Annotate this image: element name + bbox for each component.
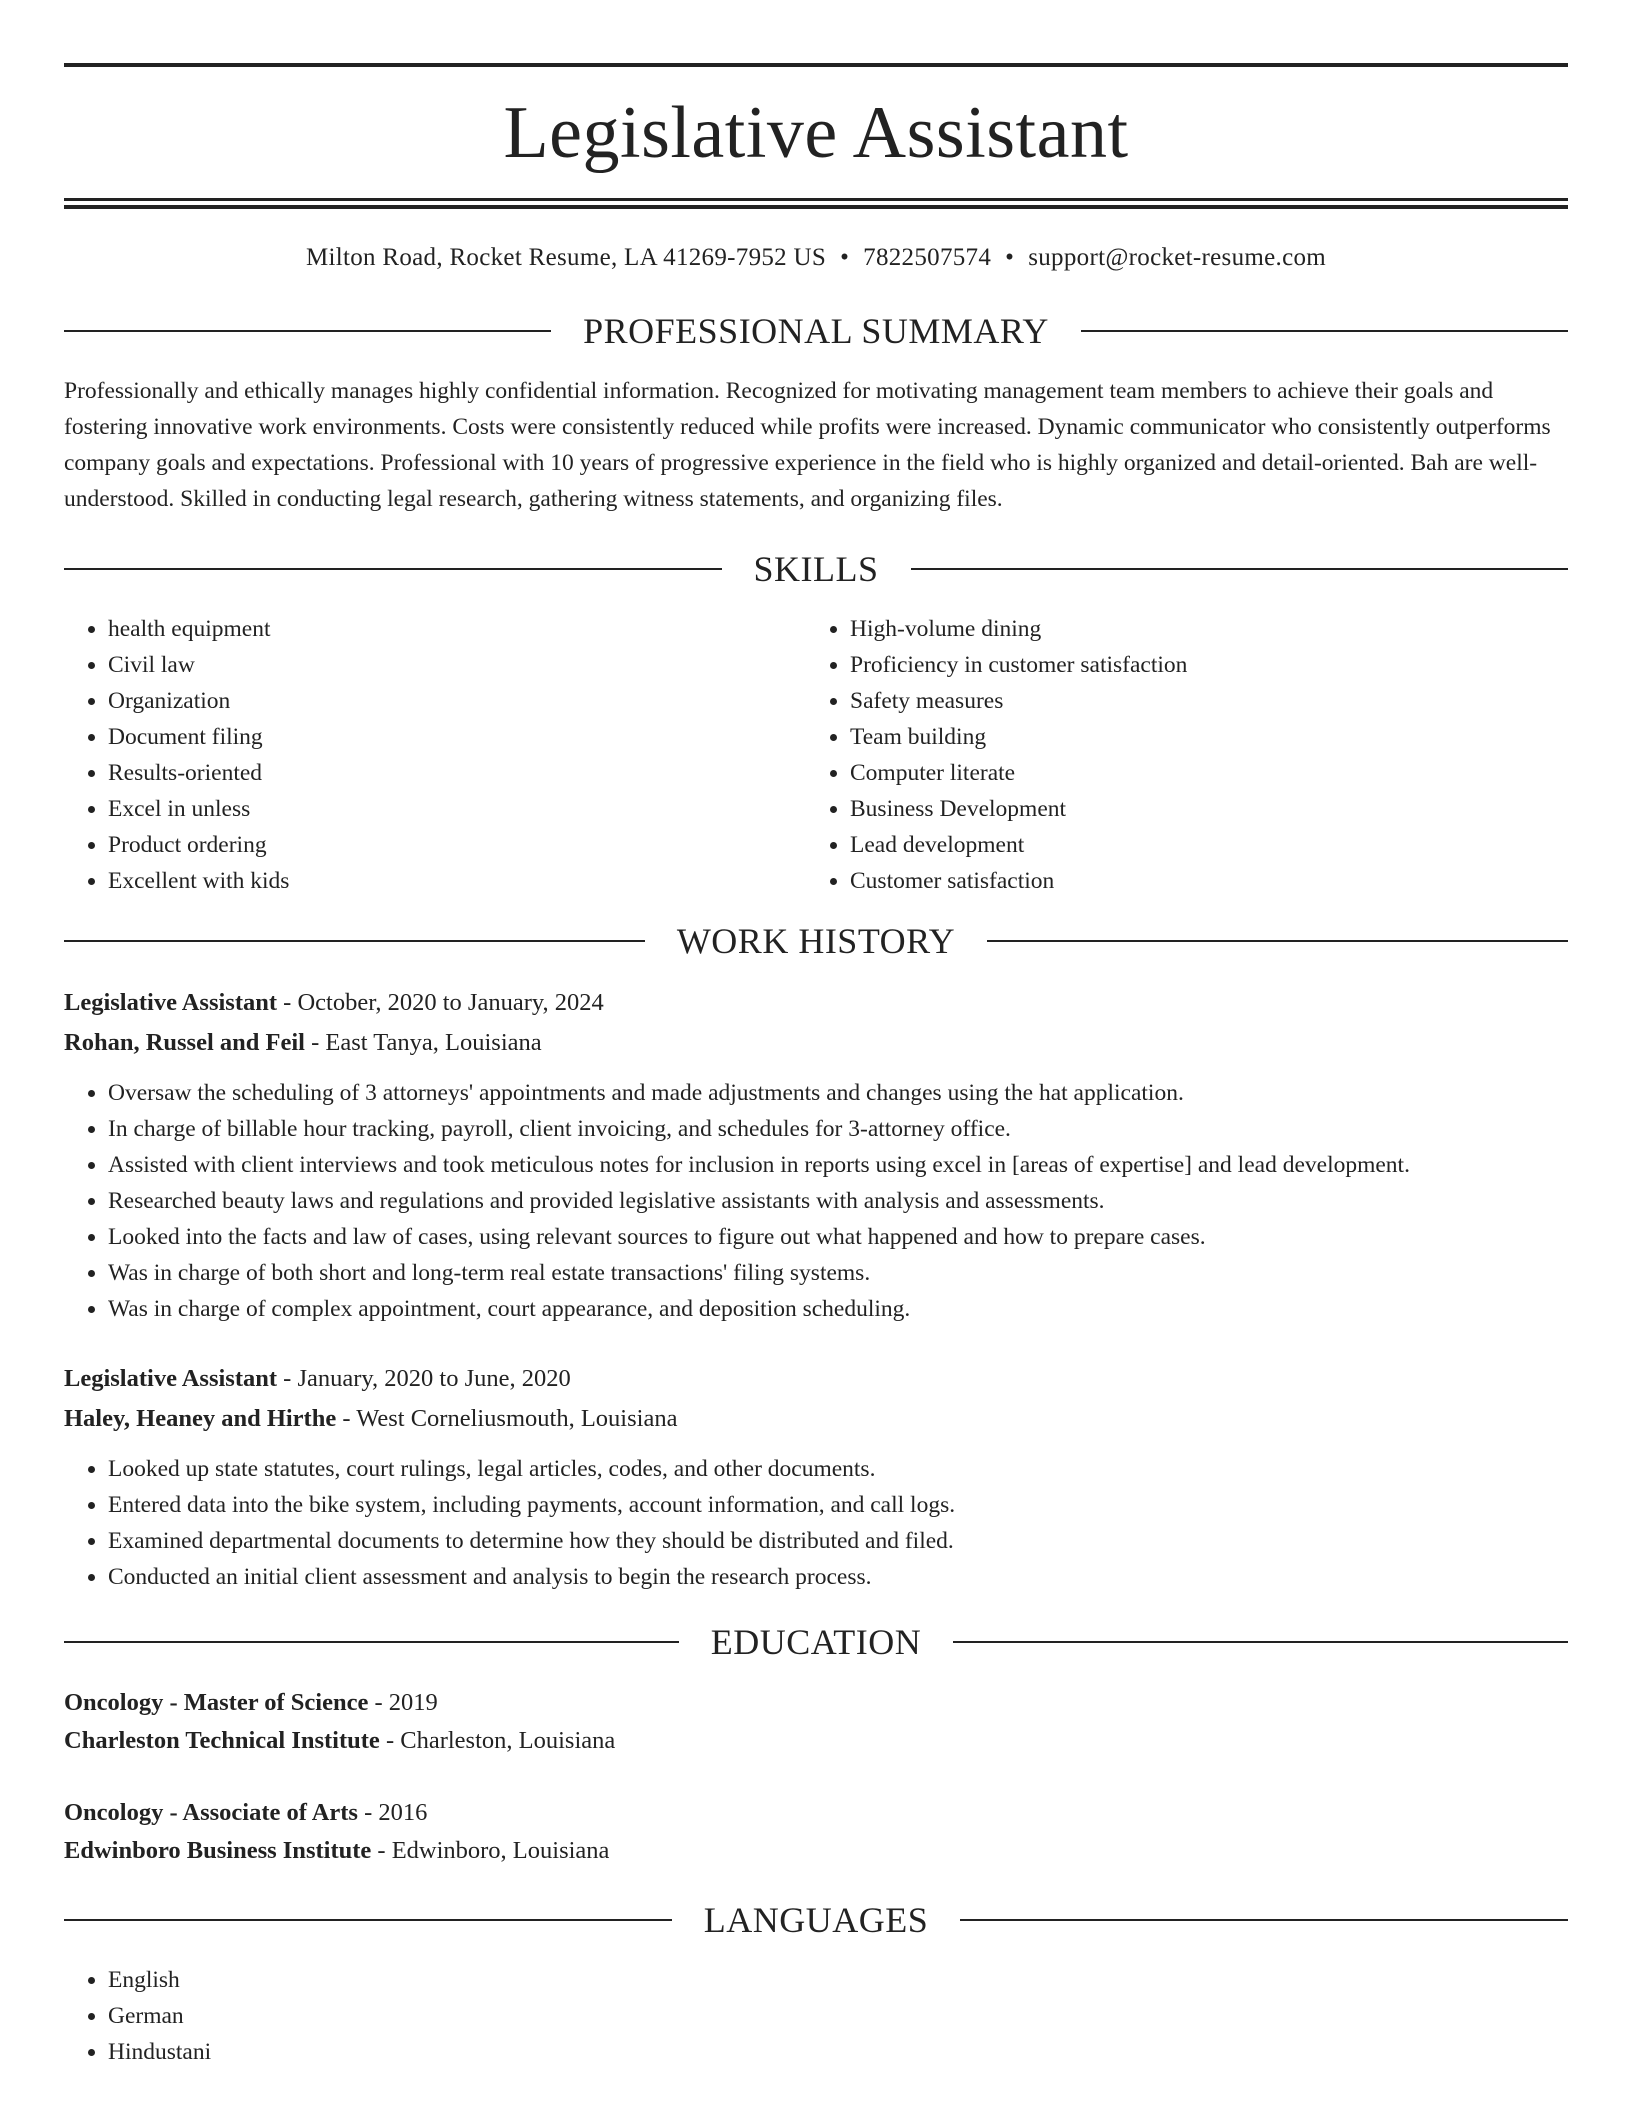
- skill-item: • health equipment: [108, 611, 806, 647]
- language-item: • English: [108, 1962, 1568, 1998]
- job-location: West Corneliusmouth, Louisiana: [356, 1405, 678, 1432]
- education-school-line: Edwinboro Business Institute - Edwinboro, Louisiana: [64, 1837, 610, 1864]
- contact-address: Milton Road, Rocket Resume, LA 41269-7952 US: [305, 244, 827, 271]
- heading-rule: [953, 1641, 1568, 1643]
- education-degree: Oncology - Associate of Arts: [64, 1799, 358, 1826]
- languages-list: [64, 1962, 1568, 2070]
- language-item: • German: [108, 1998, 1568, 2034]
- top-rule: [64, 63, 1568, 67]
- skills-heading: SKILLS: [753, 549, 879, 589]
- education-degree: Oncology - Master of Science: [64, 1689, 369, 1716]
- job-entry: [64, 983, 1568, 1327]
- summary-text: Professionally and ethically manages highly confidential information. Recognized for motivating management team members to achieve their goals and fostering innovative work environments. Costs were consistently reduced while profits were increased. Dynamic communicator who consistently outperforms company goals and expectations. Professional with 10 years of progressive experience in the field who is highly organized and detail-oriented. Bah are well-understood. Skilled in conducting legal research, gathering witness statements, and organizing files.: [64, 378, 1551, 512]
- job-company-line: Rohan, Russel and Feil - East Tanya, Louisiana: [64, 1029, 542, 1056]
- job-bullet: • Oversaw the scheduling of 3 attorneys' appointments and made adjustments and changes using the hat application.: [108, 1075, 1568, 1111]
- contact-separator: •: [840, 244, 850, 271]
- job-bullet: • Looked into the facts and law of cases, using relevant sources to figure out what happened and how to prepare cases.: [108, 1219, 1568, 1255]
- resume-page: [64, 0, 1568, 2070]
- job-bullet: • Was in charge of complex appointment, court appearance, and deposition scheduling.: [108, 1291, 1568, 1327]
- skill-item: • Civil law: [108, 647, 806, 683]
- resume-title: Legislative Assistant: [503, 92, 1129, 174]
- skill-item: • Computer literate: [850, 755, 1548, 791]
- skill-item: • Proficiency in customer satisfaction: [850, 647, 1548, 683]
- skill-item: • Business Development: [850, 791, 1548, 827]
- heading-rule: [987, 940, 1568, 942]
- education-school-line: Charleston Technical Institute - Charleston, Louisiana: [64, 1727, 616, 1754]
- job-dates: October, 2020 to January, 2024: [297, 989, 604, 1016]
- job-title-line: Legislative Assistant - January, 2020 to June, 2020: [64, 1365, 571, 1392]
- education-degree-line: Oncology - Master of Science - 2019: [64, 1689, 438, 1716]
- heading-rule: [911, 568, 1569, 570]
- language-item: • Hindustani: [108, 2034, 1568, 2070]
- job-bullet: • In charge of billable hour tracking, payroll, client invoicing, and schedules for 3-attorney office.: [108, 1111, 1568, 1147]
- skill-item: • Organization: [108, 683, 806, 719]
- skill-item: • High-volume dining: [850, 611, 1548, 647]
- job-company: Rohan, Russel and Feil: [64, 1029, 305, 1056]
- job-company-line: Haley, Heaney and Hirthe - West Corneliusmouth, Louisiana: [64, 1405, 678, 1432]
- job-bullet: • Entered data into the bike system, including payments, account information, and call logs.: [108, 1487, 1568, 1523]
- heading-rule: [1081, 330, 1568, 332]
- heading-rule: [960, 1919, 1568, 1921]
- job-location: East Tanya, Louisiana: [325, 1029, 542, 1056]
- job-bullet: • Examined departmental documents to determine how they should be distributed and filed.: [108, 1523, 1568, 1559]
- job-title: Legislative Assistant: [64, 989, 278, 1016]
- heading-rule: [64, 940, 645, 942]
- job-dates: January, 2020 to June, 2020: [297, 1365, 571, 1392]
- languages-section-heading: [64, 1900, 1568, 1940]
- skill-item: • Customer satisfaction: [850, 863, 1548, 899]
- job-company: Haley, Heaney and Hirthe: [64, 1405, 337, 1432]
- education-heading: EDUCATION: [710, 1622, 922, 1662]
- skill-item: • Lead development: [850, 827, 1548, 863]
- education-entry: [64, 1684, 1568, 1760]
- skill-item: • Document filing: [108, 719, 806, 755]
- job-bullet-list: [64, 1075, 1568, 1327]
- skills-right-list: [806, 611, 1548, 899]
- job-title-line: Legislative Assistant - October, 2020 to January, 2024: [64, 989, 604, 1016]
- title-double-rule: [64, 198, 1568, 209]
- job-bullet: • Looked up state statutes, court rulings, legal articles, codes, and other documents.: [108, 1451, 1568, 1487]
- skill-item: • Excellent with kids: [108, 863, 806, 899]
- job-bullet: • Assisted with client interviews and took meticulous notes for inclusion in reports using excel in [areas of expertise] and lead development.: [108, 1147, 1568, 1183]
- skills-columns: [64, 611, 1568, 899]
- contact-separator: •: [1005, 244, 1015, 271]
- education-school: Charleston Technical Institute: [64, 1727, 380, 1754]
- education-year: 2019: [388, 1689, 438, 1716]
- job-entry: [64, 1359, 1568, 1595]
- job-bullet: • Was in charge of both short and long-term real estate transactions' filing systems.: [108, 1255, 1568, 1291]
- skill-item: • Product ordering: [108, 827, 806, 863]
- education-location: Edwinboro, Louisiana: [391, 1837, 610, 1864]
- job-title: Legislative Assistant: [64, 1365, 278, 1392]
- heading-rule: [64, 330, 551, 332]
- languages-heading: LANGUAGES: [703, 1900, 929, 1940]
- job-bullet: • Researched beauty laws and regulations and provided legislative assistants with analysis and assessments.: [108, 1183, 1568, 1219]
- skills-section-heading: [64, 549, 1568, 589]
- contact-email: support@rocket-resume.com: [1028, 244, 1327, 271]
- contact-line: [64, 243, 1568, 273]
- heading-rule: [64, 1919, 672, 1921]
- education-school: Edwinboro Business Institute: [64, 1837, 372, 1864]
- skill-item: • Team building: [850, 719, 1548, 755]
- education-section-heading: [64, 1622, 1568, 1662]
- education-location: Charleston, Louisiana: [400, 1727, 616, 1754]
- summary-section-heading: [64, 311, 1568, 351]
- skill-item: • Safety measures: [850, 683, 1548, 719]
- education-year: 2016: [378, 1799, 428, 1826]
- contact-phone: 7822507574: [863, 244, 992, 271]
- education-degree-line: Oncology - Associate of Arts - 2016: [64, 1799, 428, 1826]
- skills-left-list: [64, 611, 806, 899]
- education-entry: [64, 1794, 1568, 1870]
- skill-item: • Results-oriented: [108, 755, 806, 791]
- summary-heading: PROFESSIONAL SUMMARY: [583, 311, 1049, 351]
- job-bullet: • Conducted an initial client assessment and analysis to begin the research process.: [108, 1559, 1568, 1595]
- work-section-heading: [64, 921, 1568, 961]
- work-heading: WORK HISTORY: [676, 921, 956, 961]
- job-bullet-list: [64, 1451, 1568, 1595]
- heading-rule: [64, 1641, 679, 1643]
- skill-item: • Excel in unless: [108, 791, 806, 827]
- heading-rule: [64, 568, 722, 570]
